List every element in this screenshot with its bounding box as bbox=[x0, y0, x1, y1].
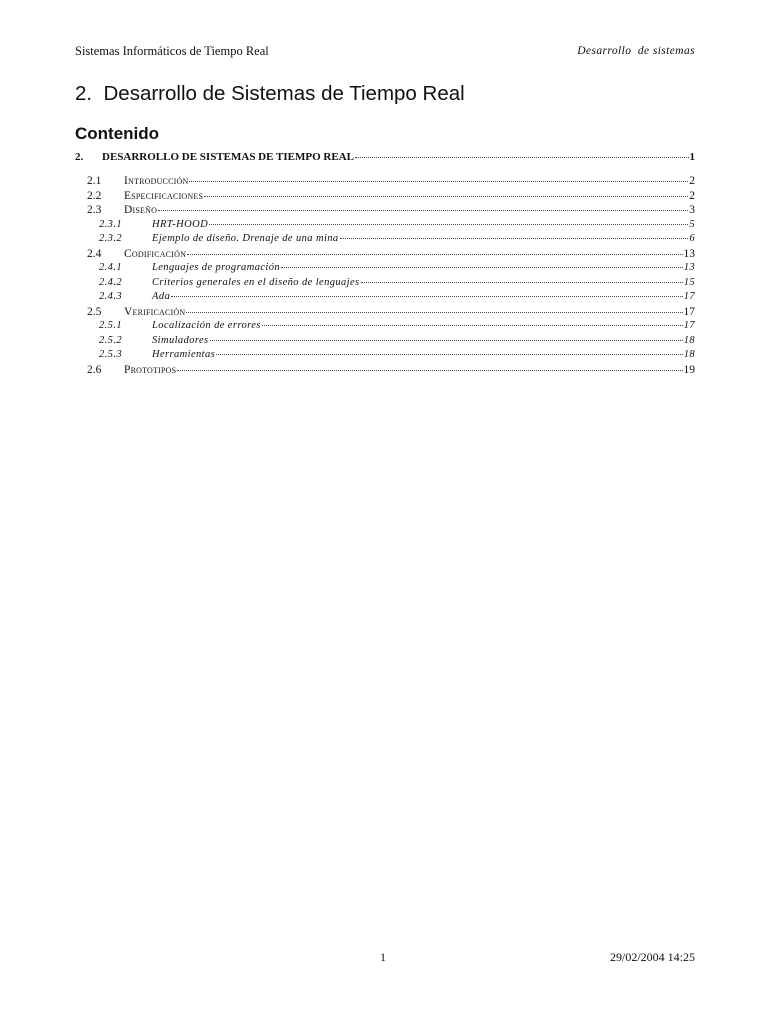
toc-entry-number: 2.4 bbox=[87, 247, 102, 260]
toc-entry-title: Especificaciones bbox=[124, 189, 204, 202]
chapter-title: 2. Desarrollo de Sistemas de Tiempo Real bbox=[75, 82, 465, 105]
toc-entry-subsection[interactable] bbox=[75, 233, 695, 248]
toc-entry-page: 5 bbox=[689, 218, 695, 230]
toc-entry-number: 2.1 bbox=[87, 175, 102, 187]
toc-entry-title: DESARROLLO DE SISTEMAS DE TIEMPO REAL bbox=[102, 151, 354, 163]
dot-leader bbox=[216, 354, 683, 355]
toc-entry-page: 13 bbox=[683, 247, 695, 260]
toc-entry-title: Introducción bbox=[124, 175, 189, 187]
dot-leader bbox=[355, 157, 689, 158]
footer-date: 29/02/2004 14:25 bbox=[609, 950, 695, 964]
toc-entry-title: Codificación bbox=[124, 247, 187, 260]
toc-entry-number: 2.6 bbox=[87, 363, 102, 376]
toc-entry-title: Herramientas bbox=[152, 349, 216, 360]
toc-entry-chapter[interactable] bbox=[75, 151, 695, 171]
toc-entry-page: 15 bbox=[683, 276, 695, 288]
toc-entry-title: Verificación bbox=[124, 305, 186, 318]
dot-leader bbox=[281, 267, 683, 268]
toc-entry-title: Diseño bbox=[124, 204, 158, 216]
toc-entry-subsection[interactable] bbox=[75, 349, 695, 364]
toc-entry-number: 2.5.2 bbox=[99, 334, 122, 346]
dot-leader bbox=[209, 224, 688, 225]
toc-entry-title: Lenguajes de programación bbox=[152, 262, 281, 273]
dot-leader bbox=[210, 340, 683, 341]
dot-leader bbox=[340, 238, 689, 239]
page-number: 1 bbox=[380, 950, 386, 964]
toc-entry-page: 17 bbox=[683, 305, 695, 318]
toc-entry-subsection[interactable] bbox=[75, 219, 695, 234]
toc-entry-subsection[interactable] bbox=[75, 320, 695, 335]
toc-entry-subsection[interactable] bbox=[75, 277, 695, 292]
toc-entry-page: 18 bbox=[683, 334, 695, 346]
toc-entry-subsection[interactable] bbox=[75, 335, 695, 350]
toc-entry-page: 1 bbox=[689, 151, 695, 163]
toc-entry-section[interactable] bbox=[75, 175, 695, 190]
toc-entry-title: Ejemplo de diseño. Drenaje de una mina bbox=[152, 233, 339, 244]
toc-entry-number: 2.4.3 bbox=[99, 291, 122, 302]
toc-entry-page: 17 bbox=[683, 320, 695, 331]
toc-entry-title: Criterios generales en el diseño de lenguajes bbox=[152, 276, 360, 288]
contents-heading: Contenido bbox=[75, 124, 160, 143]
toc-entry-page: 2 bbox=[689, 175, 695, 187]
toc-entry-title: Localización de errores bbox=[152, 320, 261, 331]
dot-leader bbox=[177, 370, 682, 371]
toc-entry-number: 2.3 bbox=[87, 204, 102, 216]
toc-entry-section[interactable] bbox=[75, 306, 695, 321]
toc-entry-page: 6 bbox=[689, 233, 695, 244]
toc-entry-number: 2.3.1 bbox=[99, 218, 122, 230]
toc-entry-number: 2.5 bbox=[87, 305, 102, 318]
toc-entry-subsection[interactable] bbox=[75, 262, 695, 277]
dot-leader bbox=[158, 210, 688, 211]
dot-leader bbox=[186, 312, 682, 313]
toc-entry-number: 2.2 bbox=[87, 189, 102, 202]
table-of-contents bbox=[75, 151, 695, 378]
toc-entry-section[interactable] bbox=[75, 248, 695, 263]
toc-entry-page: 18 bbox=[683, 349, 695, 360]
toc-entry-page: 3 bbox=[689, 204, 695, 216]
toc-entry-section[interactable] bbox=[75, 190, 695, 205]
toc-entry-section[interactable] bbox=[75, 364, 695, 379]
toc-entry-title: HRT-HOOD bbox=[152, 218, 209, 230]
toc-entry-section[interactable] bbox=[75, 204, 695, 219]
toc-entry-page: 13 bbox=[683, 262, 695, 273]
dot-leader bbox=[189, 181, 688, 182]
running-header-section: Desarrollo de sistemas bbox=[577, 45, 695, 57]
toc-entry-number: 2.4.2 bbox=[99, 276, 122, 288]
toc-entry-number: 2. bbox=[75, 151, 84, 163]
running-header-title: Sistemas Informáticos de Tiempo Real bbox=[75, 44, 269, 58]
toc-entry-number: 2.5.1 bbox=[99, 320, 122, 331]
toc-entry-page: 17 bbox=[683, 291, 695, 302]
toc-entry-page: 2 bbox=[689, 189, 695, 202]
dot-leader bbox=[171, 296, 683, 297]
toc-entry-number: 2.4.1 bbox=[99, 262, 122, 273]
toc-entry-title: Prototipos bbox=[124, 363, 177, 376]
toc-entry-page: 19 bbox=[683, 363, 695, 376]
toc-entry-number: 2.5.3 bbox=[99, 349, 122, 360]
dot-leader bbox=[204, 196, 688, 197]
toc-entry-subsection[interactable] bbox=[75, 291, 695, 306]
toc-entry-number: 2.3.2 bbox=[99, 233, 122, 244]
dot-leader bbox=[262, 325, 683, 326]
toc-entry-title: Ada bbox=[152, 291, 171, 302]
dot-leader bbox=[187, 254, 682, 255]
toc-entry-title: Simuladores bbox=[152, 334, 209, 346]
dot-leader bbox=[361, 282, 683, 283]
